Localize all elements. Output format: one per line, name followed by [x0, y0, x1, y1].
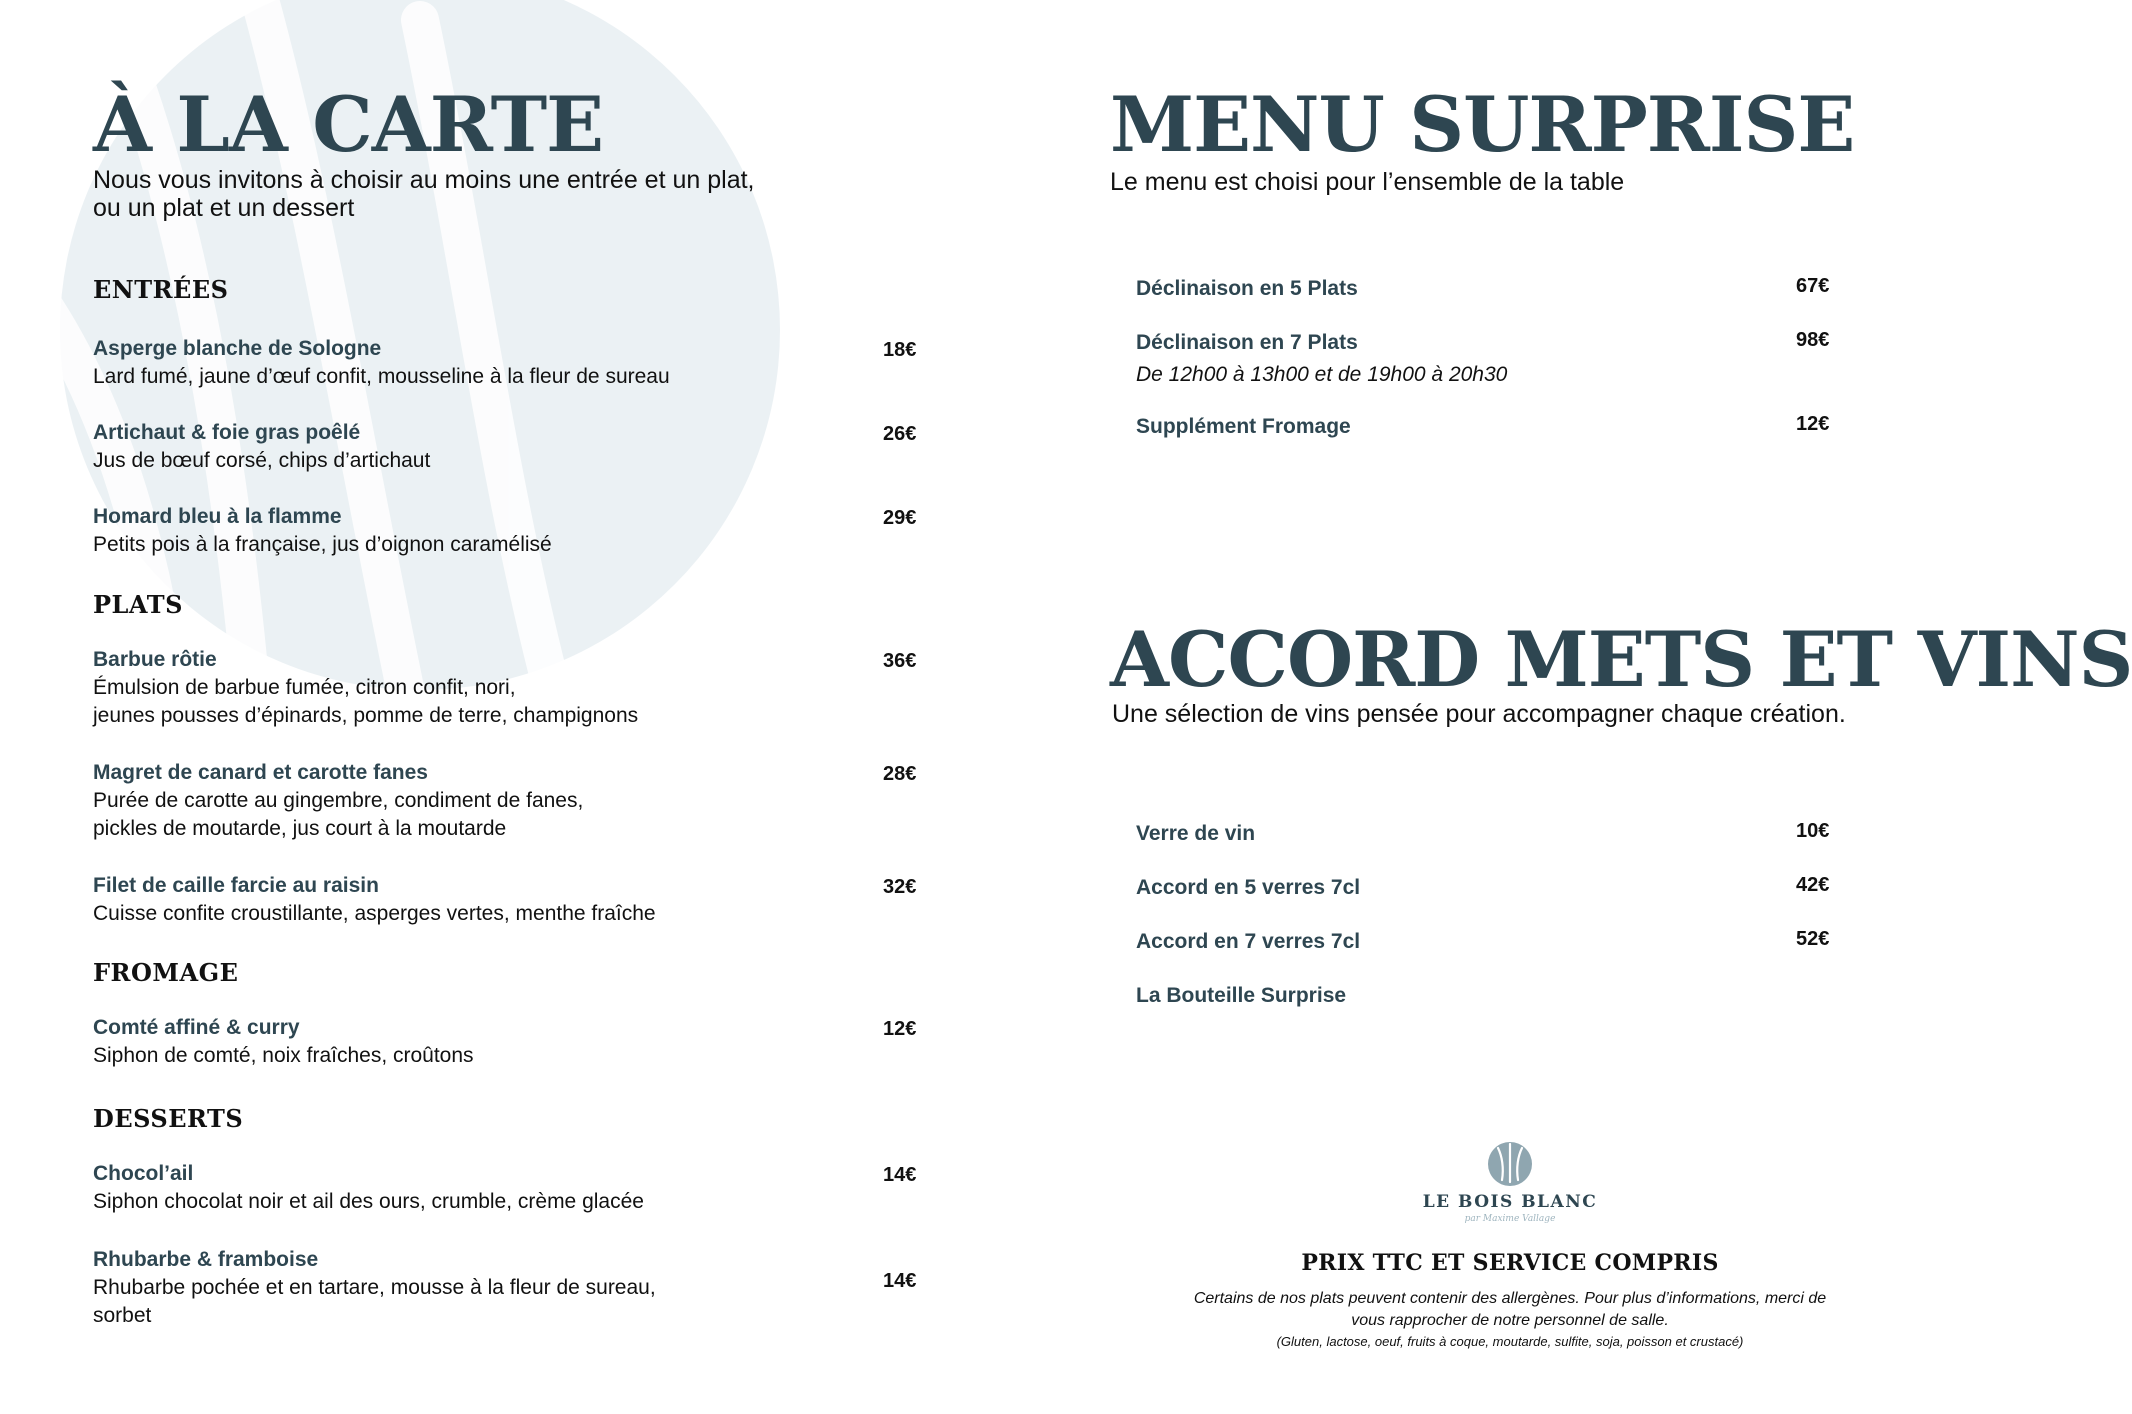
item-name: Filet de caille farcie au raisin: [93, 874, 379, 897]
allergen-line: Certains de nos plats peuvent contenir des allergènes. Pour plus d’informations, merci de: [1193, 1290, 1827, 1307]
item-price: 18€: [883, 339, 917, 361]
item-schedule: De 12h00 à 13h00 et de 19h00 à 20h30: [1136, 363, 1508, 386]
item-price: 98€: [1796, 329, 1830, 351]
item-price: 12€: [883, 1018, 917, 1040]
item-name: Barbue rôtie: [93, 648, 217, 671]
item-price: 28€: [883, 763, 917, 785]
menu-item: [93, 1160, 943, 1216]
logo-name: LE BOIS BLANC: [1422, 1192, 1598, 1212]
intro-line: Nous vous invitons à choisir au moins une entrée et un plat,: [93, 166, 755, 194]
menu-item: [93, 503, 943, 559]
surprise-item: [1136, 329, 1936, 389]
item-desc: Cuisse confite croustillante, asperges vertes, menthe fraîche: [93, 902, 656, 925]
menu-item: [93, 1246, 943, 1330]
item-name: Artichaut & foie gras poêlé: [93, 421, 361, 444]
item-price: 26€: [883, 423, 917, 445]
item-name: Homard bleu à la flamme: [93, 505, 342, 528]
item-name: Accord en 5 verres 7cl: [1136, 876, 1361, 899]
item-name: Asperge blanche de Sologne: [93, 337, 382, 360]
section-title-desserts: DESSERTS: [93, 1104, 244, 1133]
item-desc: Petits pois à la française, jus d’oignon caramélisé: [93, 533, 552, 556]
leaf-logo-icon: [1486, 1140, 1534, 1188]
item-desc: Émulsion de barbue fumée, citron confit, nori,: [93, 676, 516, 699]
item-price: 67€: [1796, 275, 1830, 297]
right-column: [1110, 80, 2132, 1007]
a-la-carte-title: À LA CARTE: [93, 80, 604, 169]
item-desc: Lard fumé, jaune d’œuf confit, mousseline à la fleur de sureau: [93, 365, 670, 388]
item-price: 12€: [1796, 413, 1830, 435]
menu-surprise-title: MENU SURPRISE: [1110, 80, 1855, 169]
menu-item: [93, 1014, 943, 1070]
item-price: 36€: [883, 650, 917, 672]
item-name: Comté affiné & curry: [93, 1016, 300, 1039]
item-desc: Siphon de comté, noix fraîches, croûtons: [93, 1044, 474, 1067]
item-name: Chocol’ail: [93, 1162, 194, 1185]
accord-intro: Une sélection de vins pensée pour accompagner chaque création.: [1112, 700, 1846, 728]
allergen-list: (Gluten, lactose, oeuf, fruits à coque, moutarde, sulfite, soja, poisson et crustacé): [1276, 1334, 1744, 1349]
item-desc: Rhubarbe pochée et en tartare, mousse à la fleur de sureau,: [93, 1276, 656, 1299]
item-price: 42€: [1796, 874, 1830, 896]
item-desc: Purée de carotte au gingembre, condiment de fanes,: [93, 789, 584, 812]
accord-title: ACCORD METS ET VINS: [1110, 615, 2132, 704]
allergen-line: vous rapprocher de notre personnel de salle.: [1351, 1312, 1669, 1329]
item-price: 14€: [883, 1164, 917, 1186]
logo-signature: par Maxime Vallage: [1464, 1214, 1556, 1224]
menu-surprise-intro: Le menu est choisi pour l’ensemble de la table: [1110, 168, 1625, 196]
section-title-fromage: FROMAGE: [93, 958, 239, 987]
accord-item: [1136, 874, 1936, 902]
item-desc: sorbet: [93, 1304, 152, 1327]
item-price: 29€: [883, 507, 917, 529]
item-desc: Siphon chocolat noir et ail des ours, crumble, crème glacée: [93, 1190, 644, 1213]
accord-item: [1136, 928, 1936, 956]
accord-item: [1136, 982, 1936, 1010]
item-name: Déclinaison en 5 Plats: [1136, 277, 1358, 300]
a-la-carte-intro: [93, 166, 933, 222]
footer: [1110, 1140, 1910, 1349]
item-price: 10€: [1796, 820, 1830, 842]
menu-item: [93, 419, 943, 475]
section-title-plats: PLATS: [93, 590, 183, 619]
item-name: Accord en 7 verres 7cl: [1136, 930, 1361, 953]
intro-line: ou un plat et un dessert: [93, 194, 355, 222]
item-name: Rhubarbe & framboise: [93, 1248, 319, 1271]
item-name: La Bouteille Surprise: [1136, 984, 1347, 1007]
surprise-item: [1136, 413, 1936, 441]
item-name: Supplément Fromage: [1136, 415, 1351, 438]
item-price: 32€: [883, 876, 917, 898]
item-desc: Jus de bœuf corsé, chips d’artichaut: [93, 449, 431, 472]
allergen-notice: [1110, 1288, 1910, 1332]
item-name: Verre de vin: [1136, 822, 1256, 845]
accord-item: [1136, 820, 1936, 848]
menu-item: [93, 872, 943, 928]
item-price: 14€: [883, 1270, 917, 1292]
menu-item: [93, 646, 943, 730]
menu-item: [93, 759, 943, 843]
item-desc: pickles de moutarde, jus court à la moutarde: [93, 817, 507, 840]
section-title-entrees: ENTRÉES: [93, 275, 229, 304]
logo: [1110, 1140, 1910, 1224]
a-la-carte-column: [93, 80, 933, 1327]
item-price: 52€: [1796, 928, 1830, 950]
surprise-item: [1136, 275, 1936, 303]
item-name: Déclinaison en 7 Plats: [1136, 331, 1358, 354]
menu-item: [93, 335, 943, 391]
item-name: Magret de canard et carotte fanes: [93, 761, 428, 784]
prix-ttc-heading: PRIX TTC ET SERVICE COMPRIS: [1301, 1250, 1719, 1276]
item-desc: jeunes pousses d’épinards, pomme de terre, champignons: [93, 704, 639, 727]
